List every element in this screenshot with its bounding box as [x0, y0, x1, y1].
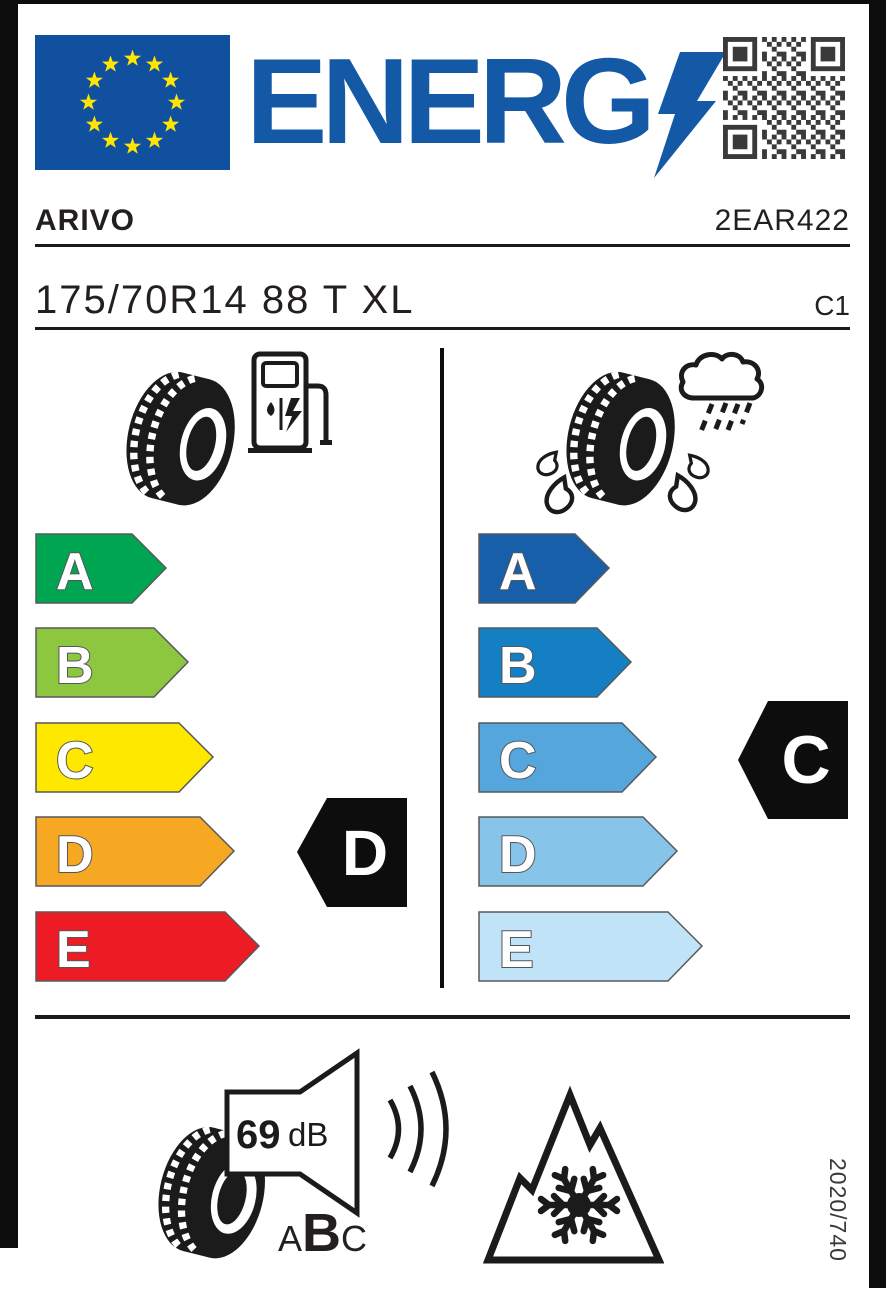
svg-text:C: C [499, 732, 537, 790]
svg-text:A: A [56, 543, 94, 601]
speaker-icon [224, 1048, 364, 1218]
fuel-class-arrow-A [35, 530, 271, 607]
wet-class-arrow-C [478, 719, 714, 796]
noise-db-value: 69 [236, 1113, 281, 1157]
tire-class-label: C1 [814, 290, 850, 321]
fuel-selected-class-indicator [296, 797, 408, 908]
fuel-pump-icon [246, 350, 332, 454]
frame-top [0, 0, 886, 4]
fuel-class-arrow-B [35, 624, 271, 701]
wet-class-arrow-B [478, 624, 714, 701]
svg-text:D: D [56, 826, 94, 884]
noise-class-letters [278, 1202, 367, 1264]
sound-waves-icon [380, 1062, 460, 1198]
model-code: 2EAR422 [714, 204, 850, 237]
center-divider [440, 348, 444, 988]
noise-letter-c: C [341, 1218, 368, 1259]
divider-line [35, 1015, 850, 1019]
svg-text:D: D [341, 817, 389, 889]
divider-line [35, 327, 850, 330]
svg-text:C: C [781, 722, 831, 798]
divider-line [35, 244, 850, 247]
wet-class-arrow-A [478, 530, 714, 607]
fuel-class-arrow-C [35, 719, 271, 796]
snowflake-mountain-icon [482, 1083, 664, 1265]
rain-cloud-icon [672, 346, 784, 442]
noise-db-unit: dB [288, 1116, 329, 1153]
tire-size: 175/70R14 88 T XL [35, 278, 415, 322]
qr-code [723, 37, 845, 159]
svg-text:E: E [499, 921, 534, 979]
regulation-number: 2020/740 [825, 1158, 851, 1262]
svg-text:E: E [56, 921, 91, 979]
fuel-class-arrow-E [35, 908, 271, 985]
svg-text:C: C [56, 732, 94, 790]
eu-flag-icon [35, 35, 230, 170]
wet-selected-class-indicator [737, 700, 849, 820]
noise-letter-a: A [278, 1218, 303, 1259]
fuel-class-arrow-D [35, 813, 271, 890]
svg-text:B: B [499, 637, 537, 695]
wet-class-arrow-E [478, 908, 714, 985]
frame-left [0, 0, 18, 1248]
noise-letter-b-highlighted: B [302, 1203, 342, 1263]
wet-class-arrow-D [478, 813, 714, 890]
svg-text:B: B [56, 637, 94, 695]
energy-logo-text: ENERG [246, 33, 650, 169]
brand-name: ARIVO [35, 204, 136, 237]
fuel-tire-icon [126, 370, 246, 510]
frame-right [869, 0, 886, 1288]
svg-text:A: A [499, 543, 537, 601]
svg-text:D: D [499, 826, 537, 884]
